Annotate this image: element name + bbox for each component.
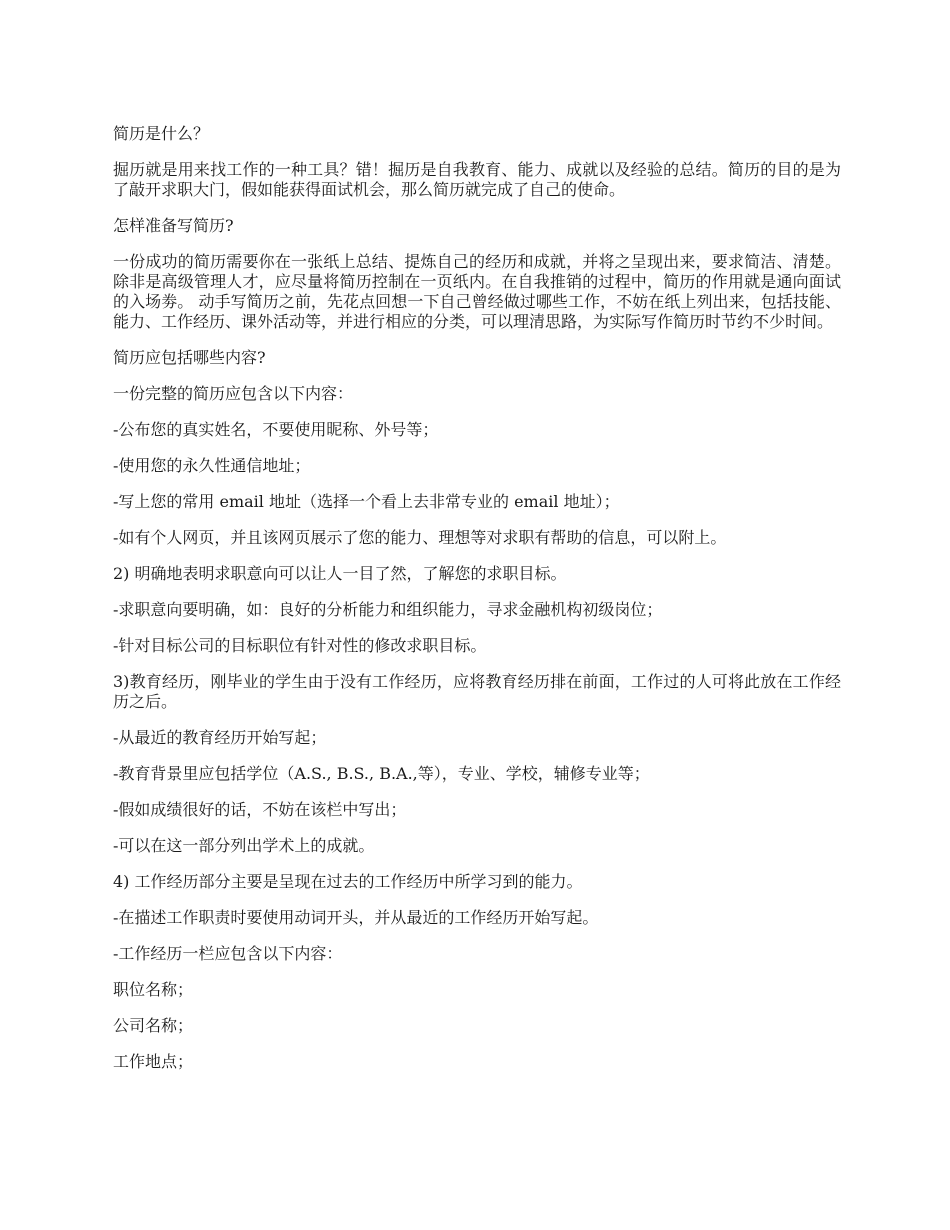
list-item-education-recent: -从最近的教育经历开始写起；: [113, 728, 327, 747]
document-body: [113, 124, 841, 1088]
heading-resume-contents: 简历应包括哪些内容?: [113, 348, 266, 367]
list-item-work-verbs: -在描述工作职责时要使用动词开头，并从最近的工作经历开始写起。: [113, 908, 599, 927]
list-item-job-title: 职位名称；: [113, 980, 194, 999]
list-item-company-name: 公司名称；: [113, 1016, 194, 1035]
list-item-education-grades: -假如成绩很好的话，不妨在该栏中写出；: [113, 800, 407, 819]
list-item-email: -写上您的常用 email 地址（选择一个看上去非常专业的 email 地址）；: [113, 492, 620, 511]
heading-how-to-prepare: 怎样准备写简历?: [113, 216, 234, 235]
heading-what-is-resume: 简历是什么？: [113, 124, 210, 143]
list-item-education-achievements: -可以在这一部分列出学术上的成就。: [113, 836, 375, 855]
section-work-experience: 4) 工作经历部分主要是呈现在过去的工作经历中所学习到的能力。: [113, 872, 583, 891]
section-job-objective: 2) 明确地表明求职意向可以让人一目了然，了解您的求职目标。: [113, 564, 567, 583]
list-item-homepage: -如有个人网页，并且该网页展示了您的能力、理想等对求职有帮助的信息，可以附上。: [113, 528, 727, 547]
list-item-work-location: 工作地点；: [113, 1052, 194, 1071]
list-item-work-contents: -工作经历一栏应包含以下内容：: [113, 944, 343, 963]
list-item-address: -使用您的永久性通信地址；: [113, 456, 311, 475]
paragraph-contents-intro: 一份完整的简历应包含以下内容：: [113, 384, 354, 403]
paragraph-preparation: 一份成功的简历需要你在一张纸上总结、提炼自己的经历和成就，并将之呈现出来，要求简洁、清楚。除非是高级管理人才，应尽量将简历控制在一页纸内。在自我推销的过程中，简历的作用就是通向面试的入场劵。 动手写简历之前，先花点回想一下自己曾经做过哪些工作，不妨在纸上列出来，包括技能、能力、工作经历、课外活动等，并进行相应的分类，可以理清思路，为实际写作简历时节约不少时间。: [113, 252, 841, 331]
list-item-education-degree: -教育背景里应包括学位（A.S., B.S., B.A.,等），专业、学校，辅修专业等；: [113, 764, 650, 783]
section-education: 3)教育经历，刚毕业的学生由于没有工作经历，应将教育经历排在前面，工作过的人可将此放在工作经历之后。: [113, 672, 841, 711]
list-item-real-name: -公布您的真实姓名，不要使用昵称、外号等；: [113, 420, 439, 439]
list-item-objective-targeted: -针对目标公司的目标职位有针对性的修改求职目标。: [113, 636, 487, 655]
list-item-objective-clear: -求职意向要明确，如：良好的分析能力和组织能力，寻求金融机构初级岗位；: [113, 600, 663, 619]
paragraph-resume-definition: 掘历就是用来找工作的一种工具？错！掘历是自我教育、能力、成就以及经验的总结。简历的目的是为了敲开求职大门，假如能获得面试机会，那么简历就完成了自己的使命。: [113, 160, 841, 199]
